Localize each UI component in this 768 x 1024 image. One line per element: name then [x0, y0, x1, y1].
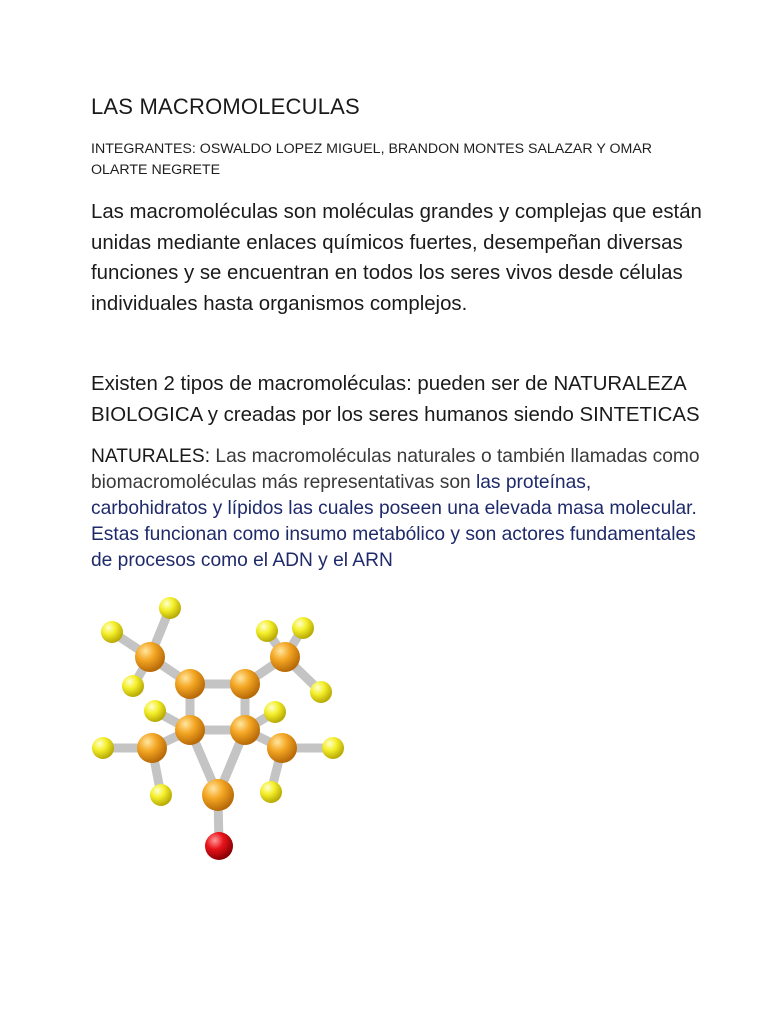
hydrogen-atom: [322, 737, 344, 759]
hydrogen-atom: [264, 701, 286, 723]
carbon-atom: [202, 779, 234, 811]
members-line: INTEGRANTES: OSWALDO LOPEZ MIGUEL, BRANDON MONTES SALAZAR Y OMAR OLARTE NEGRETE: [91, 141, 653, 178]
naturales-paragraph: [91, 444, 711, 574]
carbon-atom: [175, 669, 205, 699]
naturales-text: Las macromoléculas naturales o también llamadas como biomacromoléculas más representativas son: [91, 446, 700, 493]
hydrogen-atom: [150, 784, 172, 806]
intro-paragraph: Las macromoléculas son moléculas grandes y complejas que están unidas mediante enlaces químicos fuertes, desempeñan diversas funciones y se encuentran en todos los seres vivos desde células individuales hasta organismos complejos.: [91, 201, 702, 315]
hydrogen-atom: [292, 617, 314, 639]
hydrogen-atom: [256, 620, 278, 642]
hydrogen-atom: [310, 681, 332, 703]
carbon-atom: [135, 642, 165, 672]
hydrogen-atom: [260, 781, 282, 803]
naturales-link-text: las proteínas, carbohidratos y lípidos las cuales poseen una elevada masa molecular. Estas funcionan como insumo metabólico y son actores fundamentales de procesos como el ADN y el ARN: [91, 472, 697, 571]
hydrogen-atom: [144, 700, 166, 722]
hydrogen-atom: [122, 675, 144, 697]
hydrogen-atoms: [92, 597, 344, 806]
types-paragraph: Existen 2 tipos de macromoléculas: pueden ser de NATURALEZA BIOLOGICA y creadas por los seres humanos siendo SINTETICAS: [91, 373, 700, 426]
naturales-label: NATURALES:: [91, 446, 211, 467]
document-title: LAS MACROMOLECULAS: [91, 94, 360, 119]
carbon-atom: [267, 733, 297, 763]
carbon-atom: [175, 715, 205, 745]
molecule-illustration: [85, 588, 375, 873]
hydrogen-atom: [159, 597, 181, 619]
hydrogen-atom: [92, 737, 114, 759]
hydrogen-atom: [101, 621, 123, 643]
oxygen-atom: [205, 832, 233, 860]
carbon-atom: [137, 733, 167, 763]
carbon-atom: [270, 642, 300, 672]
carbon-atom: [230, 669, 260, 699]
carbon-atom: [230, 715, 260, 745]
